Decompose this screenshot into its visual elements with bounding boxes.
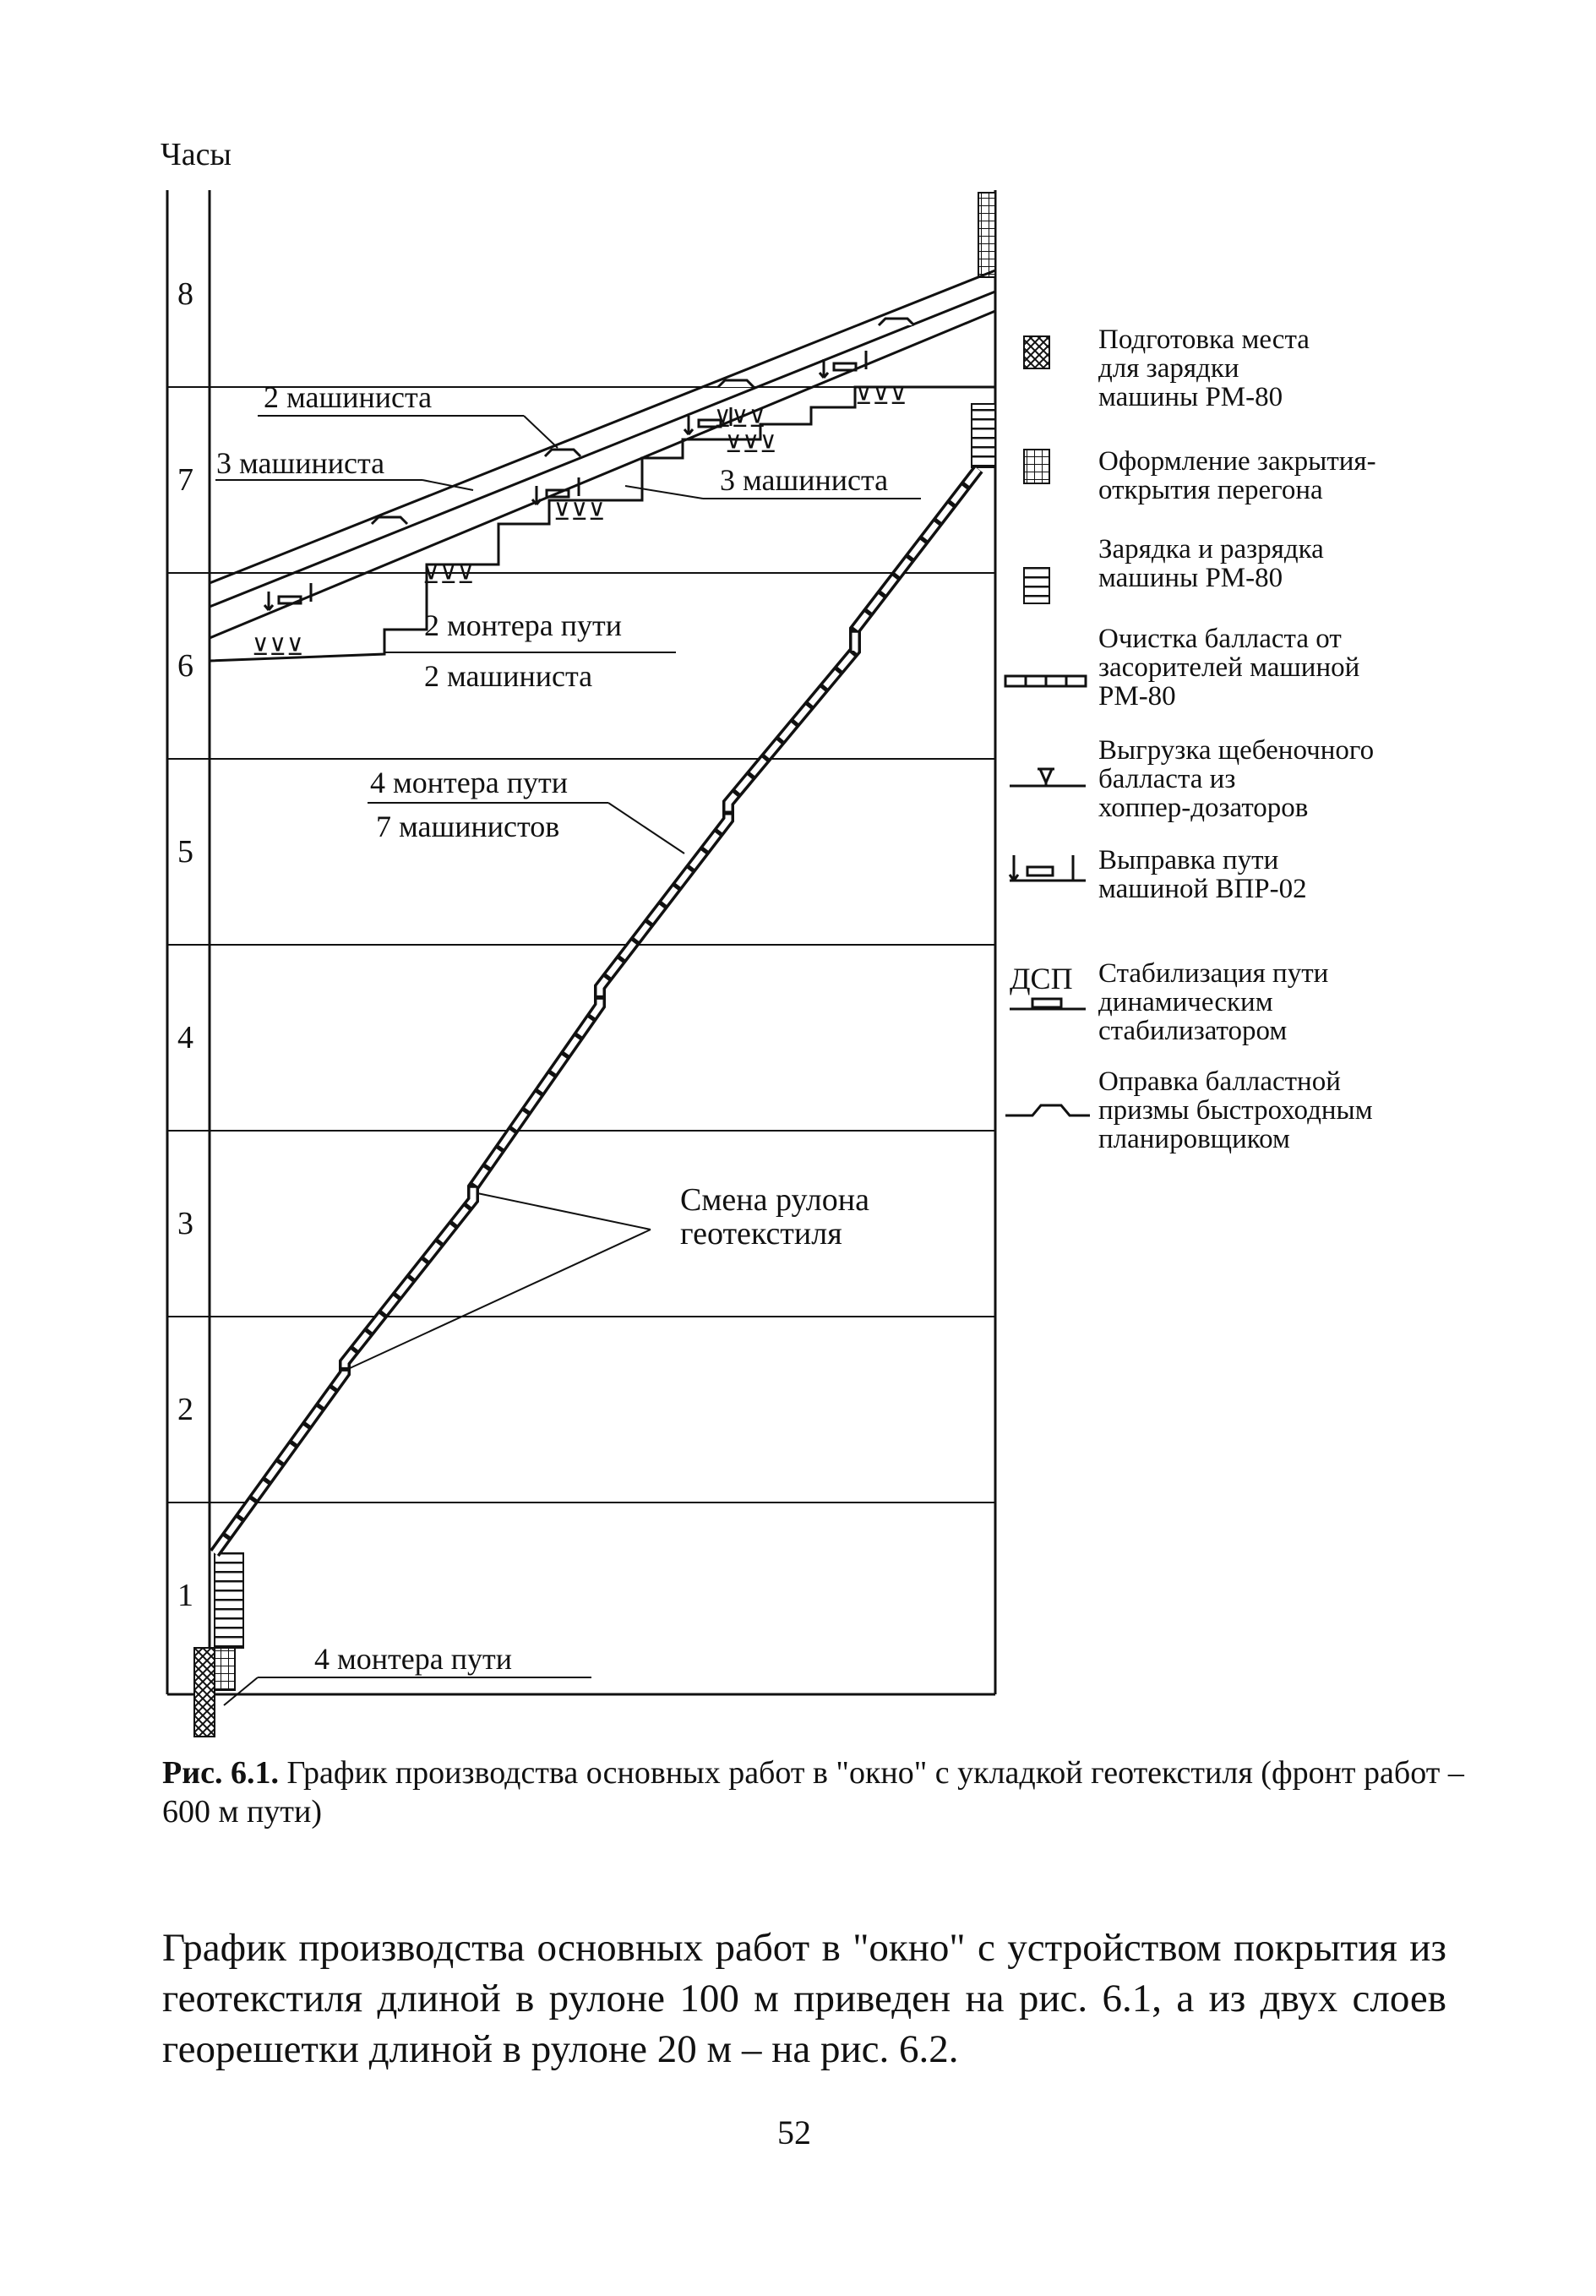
roll-change-label [680, 1182, 869, 1252]
discharging-block-end [972, 404, 995, 467]
page-number: 52 [777, 2113, 811, 2151]
hour-label-3: 3 [177, 1206, 193, 1241]
hopper-group-6: ⊻⊻⊻ [714, 406, 766, 433]
crew-label-3-drivers-right: 3 машиниста [720, 463, 889, 497]
hopper-group-1: ⊻⊻⊻ [252, 635, 304, 661]
roll-change-line-1: Смена рулона [680, 1182, 869, 1218]
svg-text:балласта из: балласта из [1098, 764, 1236, 794]
legend-item-lining [1010, 845, 1307, 904]
track-lining-icon [1010, 855, 1086, 881]
crew-label-2-trackmen: 2 монтера пути [424, 608, 622, 642]
y-axis-label: Часы [161, 137, 232, 172]
hopper-group-2: ⊻⊻⊻ [422, 563, 475, 589]
stabilizer-icon: ДСП [1010, 962, 1073, 995]
svg-text:машины РМ-80: машины РМ-80 [1098, 563, 1283, 593]
closure-block-end [978, 193, 995, 277]
svg-text:Стабилизация пути: Стабилизация пути [1098, 958, 1329, 989]
body-paragraph: График производства основных работ в "окно" с устройством покрытия из геотекстиля длиной в рулоне 100 м приведен на рис. 6.1, а из двух слоев георешетки длиной в рулоне 20 м – на рис. 6.2. [162, 1926, 1446, 2071]
crew-label-2-drivers-top: 2 машиниста [264, 380, 433, 414]
legend-item-cleaning [1005, 624, 1359, 712]
svg-text:динамическим: динамическим [1098, 987, 1273, 1017]
svg-text:стабилизатором: стабилизатором [1098, 1016, 1288, 1046]
svg-text:Зарядка и разрядка: Зарядка и разрядка [1098, 534, 1324, 564]
legend-item-stabilizer [1010, 958, 1328, 1046]
figure-caption-label: Рис. 6.1. [162, 1755, 279, 1791]
svg-text:для зарядки: для зарядки [1098, 353, 1239, 384]
svg-text:машиной ВПР-02: машиной ВПР-02 [1098, 874, 1307, 904]
regulator-bump-4 [879, 319, 914, 325]
legend-item-charging [1024, 534, 1324, 603]
regulator-bump-1 [372, 517, 407, 524]
hopper-group-3: ⊻⊻⊻ [553, 499, 606, 526]
hour-label-8: 8 [177, 276, 193, 312]
svg-text:РМ-80: РМ-80 [1098, 681, 1176, 712]
hopper-unload-icon [1010, 769, 1086, 786]
svg-text:засорителей машиной: засорителей машиной [1098, 652, 1360, 683]
svg-text:Выгрузка щебеночного: Выгрузка щебеночного [1098, 735, 1375, 766]
hopper-group-5: ⊻⊻⊻ [855, 384, 907, 410]
segmented-bar-icon [1005, 676, 1086, 686]
crew-labels [216, 380, 888, 1676]
legend-item-site-preparation [1024, 324, 1310, 412]
crew-label-4-trackmen-bottom: 4 монтера пути [314, 1642, 512, 1676]
hour-label-1: 1 [177, 1578, 193, 1613]
cross-hatch-box-icon [1024, 336, 1049, 368]
crew-label-7-drivers: 7 машинистов [376, 810, 560, 843]
grid-box-icon [1024, 450, 1049, 483]
legend-item-closure [1024, 446, 1376, 505]
svg-text:Оправка балластной: Оправка балластной [1098, 1066, 1341, 1097]
svg-text:Оформление закрытия-: Оформление закрытия- [1098, 446, 1376, 477]
crew-label-3-drivers-left: 3 машиниста [216, 446, 385, 480]
legend-item-hopper [1010, 735, 1374, 823]
svg-text:Подготовка места: Подготовка места [1098, 324, 1310, 355]
hour-label-6: 6 [177, 648, 193, 684]
ballast-regulator-icon [1005, 1105, 1090, 1115]
svg-text:Очистка балласта от: Очистка балласта от [1098, 624, 1342, 654]
svg-text:открытия перегона: открытия перегона [1098, 475, 1323, 505]
legend [1005, 324, 1376, 1154]
hopper-group-4: ⊻⊻⊻ [725, 432, 777, 458]
svg-text:Выправка пути: Выправка пути [1098, 845, 1279, 875]
charging-block-start [215, 1553, 243, 1648]
figure-caption-text: График производства основных работ в "окно" с укладкой геотекстиля (фронт работ – 600 м пути) [162, 1755, 1464, 1830]
roll-change-line-2: геотекстиля [680, 1216, 842, 1252]
hour-label-5: 5 [177, 834, 193, 870]
regulator-bump-2 [545, 450, 580, 456]
svg-text:призмы быстроходным: призмы быстроходным [1098, 1095, 1373, 1126]
hour-label-7: 7 [177, 462, 193, 498]
crew-label-4-trackmen-main: 4 монтера пути [370, 766, 568, 799]
svg-text:планировщиком: планировщиком [1098, 1124, 1290, 1154]
legend-item-regulator [1005, 1066, 1373, 1154]
regulator-bump-3 [718, 380, 754, 387]
svg-text:хоппер-дозаторов: хоппер-дозаторов [1098, 793, 1309, 823]
horizontal-stripes-box-icon [1024, 568, 1049, 603]
svg-text:машины РМ-80: машины РМ-80 [1098, 382, 1283, 412]
hour-label-2: 2 [177, 1392, 193, 1427]
hour-gridlines [167, 387, 995, 1502]
site-preparation-block [194, 1648, 215, 1737]
figure-caption [162, 1753, 1472, 1831]
crew-label-2-drivers-bottom: 2 машиниста [424, 659, 593, 693]
closure-block-start [215, 1648, 235, 1690]
hour-label-4: 4 [177, 1020, 193, 1055]
